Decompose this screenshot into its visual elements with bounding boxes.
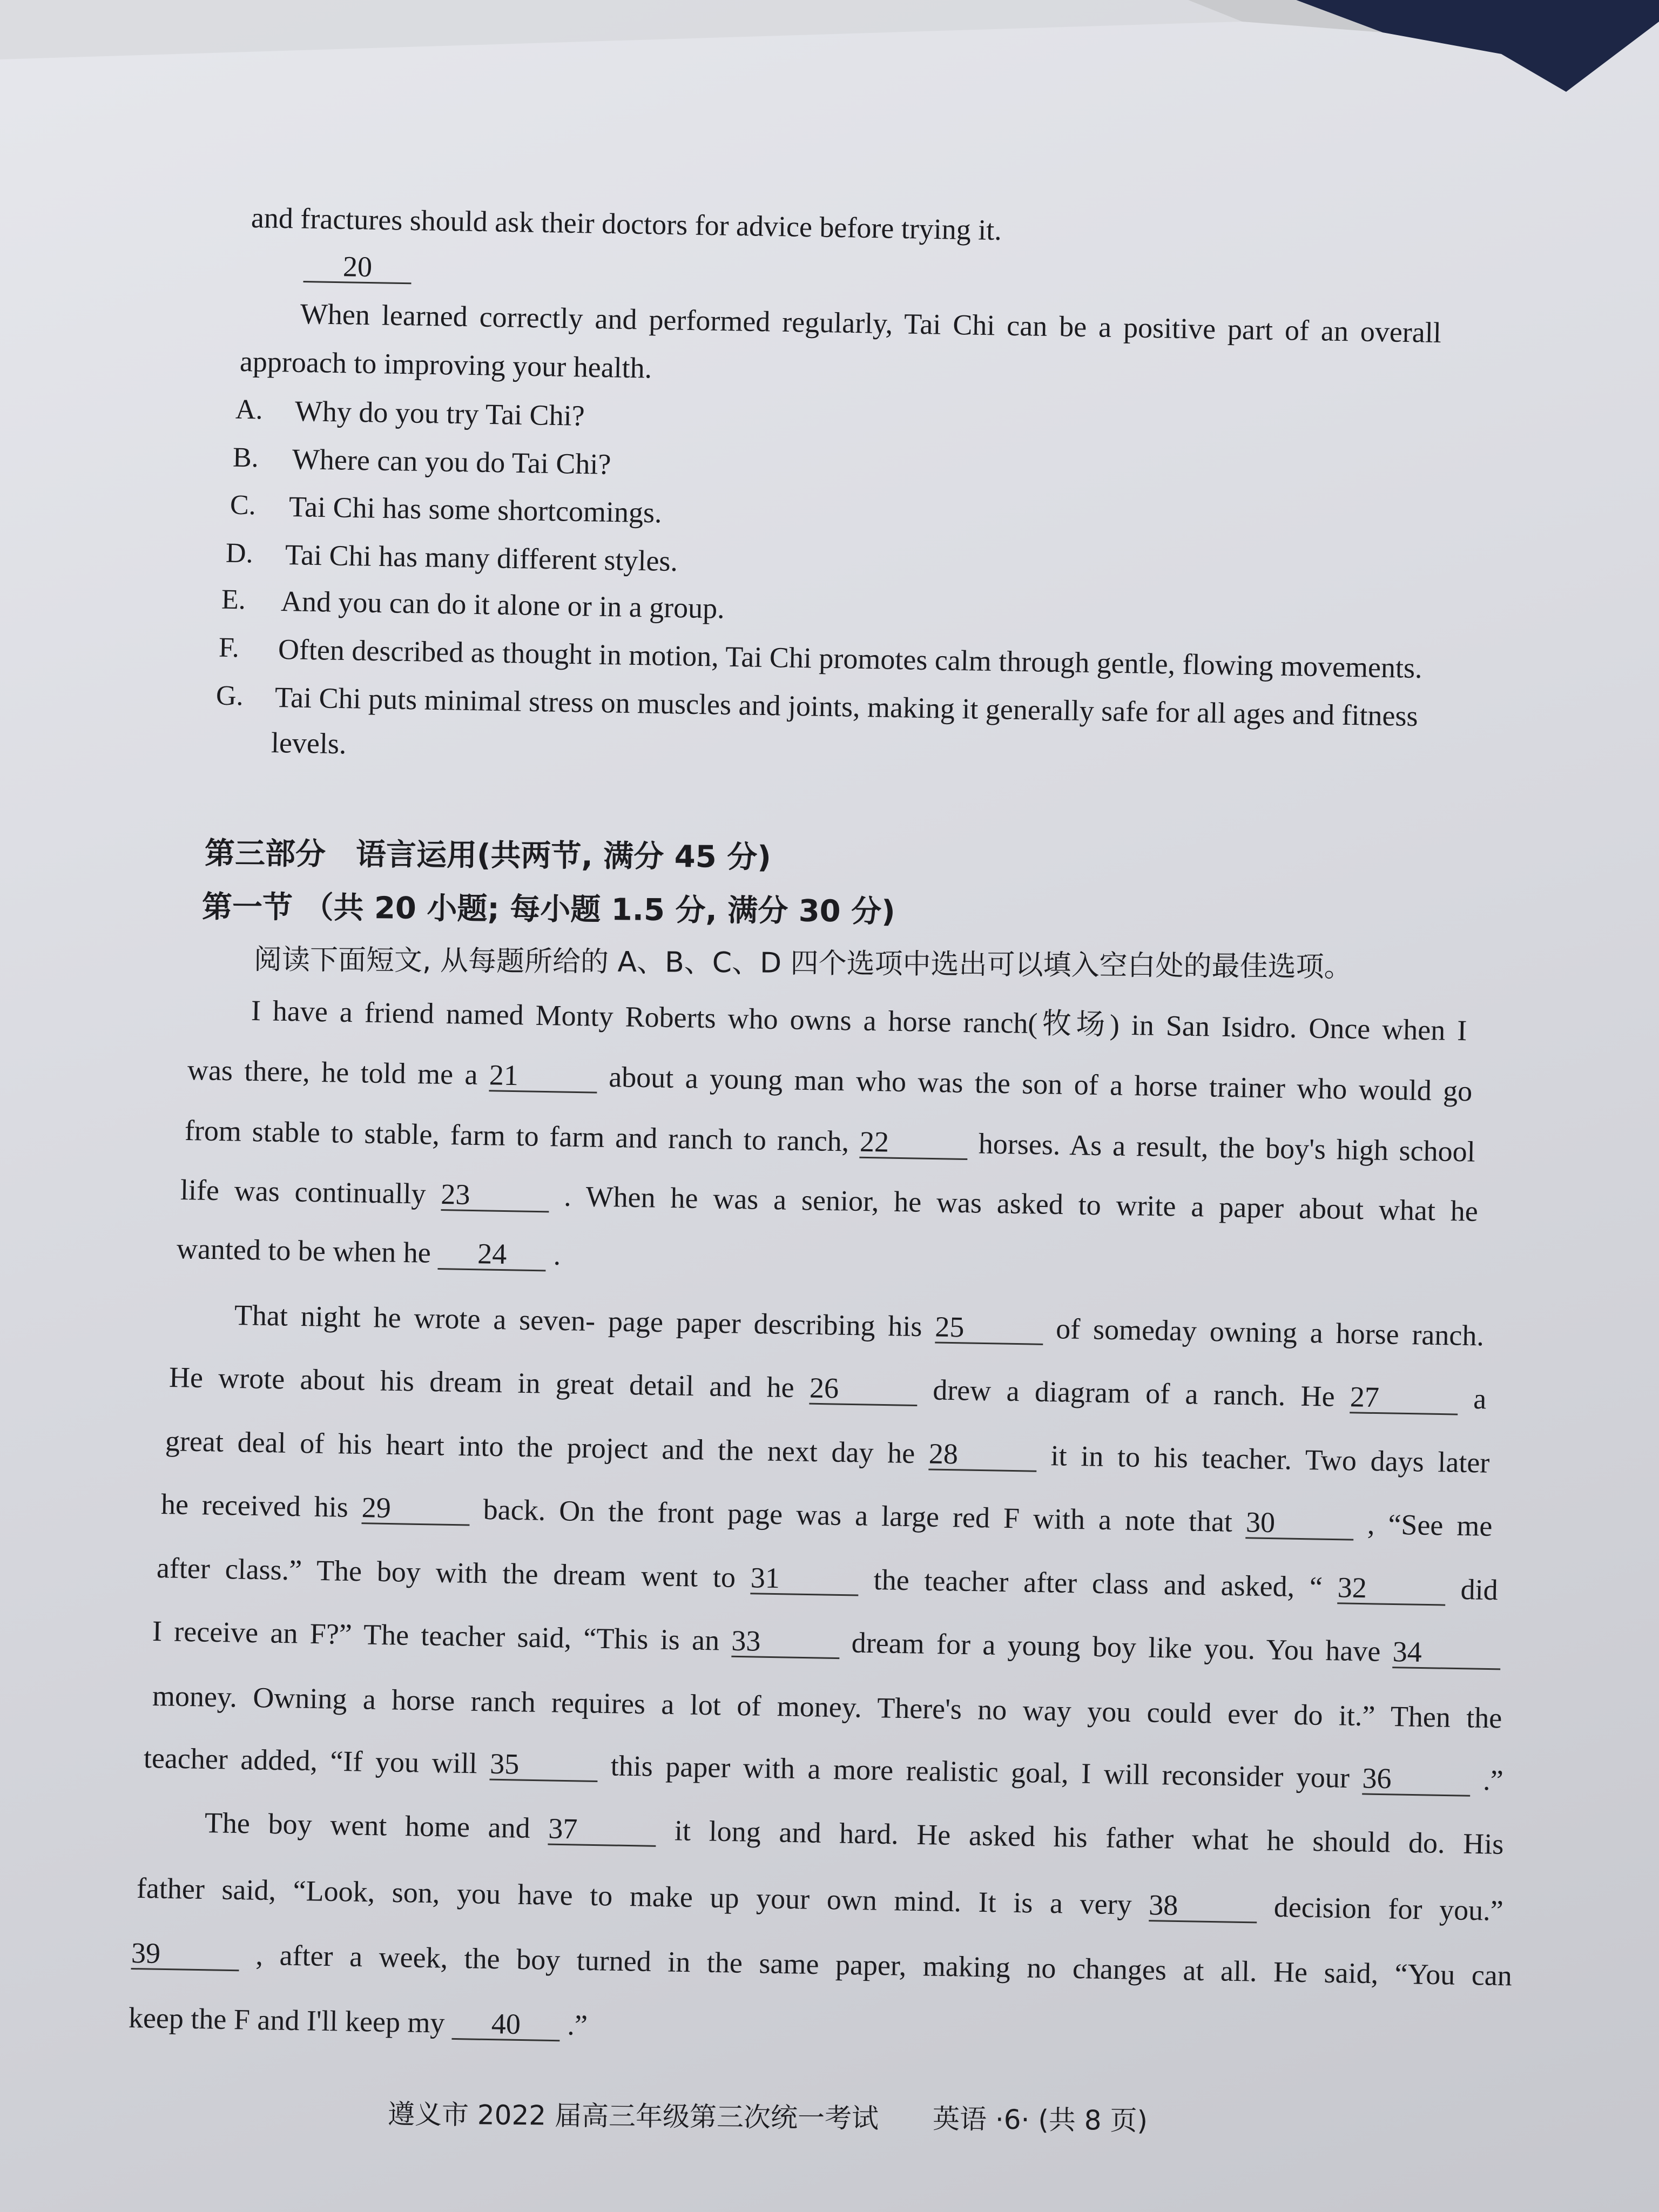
- text-segment: drew a diagram of a ranch. He: [933, 1373, 1351, 1413]
- text-line: [156, 1550, 1498, 1607]
- text-segment: a: [1473, 1382, 1487, 1415]
- option-letter: D.: [225, 537, 253, 569]
- answer-blank[interactable]: 22: [860, 1127, 968, 1160]
- option-letter: C.: [230, 489, 256, 521]
- option-text: Often described as thought in motion, Tai Chi promotes calm through gentle, flowing movements.: [278, 633, 1422, 685]
- text-line: [234, 1298, 1484, 1353]
- answer-blank[interactable]: 21: [489, 1060, 598, 1093]
- text-line: [144, 1741, 1504, 1798]
- text-segment: from stable to stable, farm to farm and ranch to ranch,: [184, 1114, 860, 1158]
- option-text: Why do you try Tai Chi?: [294, 394, 585, 432]
- text-segment: , after a week, the boy turned in the same paper, making no changes at all. He said, “You can: [255, 1938, 1513, 1992]
- text-segment: .”: [567, 2008, 588, 2041]
- text-line: [187, 1053, 1473, 1108]
- text-segment: this paper with a more realistic goal, I will reconsider your: [610, 1749, 1363, 1795]
- instructions: 阅读下面短文, 从每题所给的 A、B、C、D 四个选项中选出可以填入空白处的最佳选项。: [253, 943, 1352, 984]
- text-segment: life was continually: [180, 1173, 442, 1210]
- text-segment: decision for you.”: [1273, 1890, 1504, 1927]
- text-segment: was there, he told me a: [187, 1053, 490, 1091]
- text-line: [165, 1424, 1489, 1480]
- text-segment: keep the F and I'll keep my: [128, 2001, 453, 2039]
- answer-blank[interactable]: 28: [928, 1438, 1037, 1472]
- text-line: [180, 1172, 1479, 1229]
- page-footer: 遵义市 2022 届高三年级第三次统一考试 英语 ·6· (共 8 页): [388, 2099, 1148, 2137]
- text-segment: it in to his teacher. Two days later: [1050, 1439, 1490, 1479]
- text-segment: teacher added, “If you will: [143, 1742, 491, 1780]
- answer-blank[interactable]: 25: [934, 1312, 1043, 1345]
- answer-blank[interactable]: 35: [490, 1749, 598, 1782]
- text-segment: I have a friend named Monty Roberts who owns a horse ranch(牧场) in San Isidro. Once when I: [251, 994, 1467, 1047]
- text-segment: When learned correctly and performed regularly, Tai Chi can be a positive part of an overall: [300, 297, 1442, 349]
- option-text: Tai Chi has many different styles.: [285, 538, 678, 578]
- text-segment: he received his: [160, 1488, 362, 1524]
- text-segment: it long and hard. He asked his father what he should do. His: [674, 1814, 1504, 1861]
- answer-blank[interactable]: 29: [361, 1492, 470, 1526]
- text-segment: about a young man who was the son of a horse trainer who would go: [609, 1060, 1473, 1107]
- option-text: Tai Chi has some shortcomings.: [288, 490, 663, 529]
- option-letter: F.: [218, 632, 240, 664]
- text-line: [131, 1936, 1512, 1993]
- option-text: Where can you do Tai Chi?: [292, 442, 611, 481]
- text-line: [128, 2000, 588, 2042]
- text-segment: of someday owning a horse ranch.: [1055, 1312, 1484, 1352]
- answer-blank[interactable]: 30: [1245, 1507, 1354, 1540]
- text-segment: That night he wrote a seven- page paper describing his: [234, 1299, 935, 1343]
- part-title: 第三部分 语言运用(共两节, 满分 45 分): [204, 835, 771, 875]
- text-line: [185, 1113, 1476, 1169]
- text-line: [152, 1614, 1501, 1670]
- text-segment: after class.” The boy with the dream went to: [156, 1551, 751, 1594]
- answer-blank[interactable]: 31: [750, 1562, 859, 1596]
- text-line: [204, 1805, 1503, 1862]
- answer-blank[interactable]: 34: [1392, 1636, 1501, 1670]
- answer-blank[interactable]: 38: [1149, 1890, 1257, 1923]
- option-text: And you can do it alone or in a group.: [280, 585, 725, 625]
- text-segment: approach to improving your health.: [239, 345, 652, 385]
- answer-blank[interactable]: 40: [451, 2008, 560, 2041]
- text-line: [176, 1231, 561, 1272]
- text-line: [240, 344, 652, 386]
- text-line: [137, 1871, 1504, 1928]
- text-segment: . When he was a senior, he was asked to write a paper about what he: [564, 1179, 1479, 1228]
- text-line: [303, 248, 412, 285]
- text-segment: the teacher after class and asked, “: [873, 1563, 1338, 1603]
- subsection-title: 第一节 （共 20 小题; 每小题 1.5 分, 满分 30 分): [201, 889, 895, 930]
- text-line: [160, 1487, 1492, 1543]
- option-letter: G.: [215, 680, 244, 712]
- answer-blank[interactable]: 36: [1362, 1763, 1471, 1797]
- text-segment: He wrote about his dream in great detail and he: [168, 1360, 810, 1404]
- page-corner-shadow: [0, 0, 1659, 162]
- text-line: [251, 200, 1002, 247]
- text-line: [251, 993, 1467, 1048]
- option-letter: E.: [221, 584, 246, 616]
- text-segment: great deal of his heart into the project and the next day he: [165, 1424, 929, 1469]
- text-line: [152, 1678, 1502, 1735]
- answer-blank[interactable]: 26: [810, 1373, 918, 1406]
- answer-blank[interactable]: 24: [437, 1238, 546, 1271]
- text-segment: wanted to be when he: [176, 1232, 439, 1270]
- text-segment: did: [1460, 1573, 1499, 1606]
- answer-blank[interactable]: 37: [548, 1813, 657, 1847]
- option-text: Tai Chi puts minimal stress on muscles and joints, making it generally safe for all ages and fitness: [274, 680, 1419, 733]
- text-line: [169, 1360, 1487, 1416]
- text-segment: money. Owning a horse ranch requires a lot of money. There's no way you could ever do it.” Then the: [152, 1680, 1502, 1735]
- text-segment: dream for a young boy like you. You have: [851, 1626, 1393, 1668]
- text-segment: .”: [1483, 1764, 1504, 1797]
- text-segment: , “See me: [1367, 1508, 1493, 1542]
- option-g-continuation: levels.: [271, 726, 347, 760]
- text-segment: and fractures should ask their doctors for advice before trying it.: [251, 201, 1002, 246]
- answer-blank[interactable]: 23: [441, 1179, 549, 1212]
- text-line: [300, 296, 1442, 350]
- text-segment: father said, “Look, son, you have to make up your own mind. It is a very: [136, 1871, 1150, 1921]
- answer-blank[interactable]: 39: [131, 1938, 239, 1971]
- answer-blank[interactable]: 20: [303, 251, 412, 284]
- text-segment: back. On the front page was a large red F with a note that: [483, 1493, 1246, 1539]
- text-segment: I receive an F?” The teacher said, “This is an: [152, 1615, 732, 1657]
- answer-blank[interactable]: 32: [1337, 1572, 1446, 1606]
- text-segment: .: [552, 1238, 561, 1272]
- option-letter: B.: [232, 442, 259, 473]
- answer-blank[interactable]: 33: [731, 1626, 840, 1659]
- answer-blank[interactable]: 27: [1350, 1381, 1459, 1415]
- option-letter: A.: [235, 394, 264, 426]
- text-segment: The boy went home and: [204, 1806, 549, 1845]
- text-segment: horses. As a result, the boy's high school: [978, 1127, 1476, 1168]
